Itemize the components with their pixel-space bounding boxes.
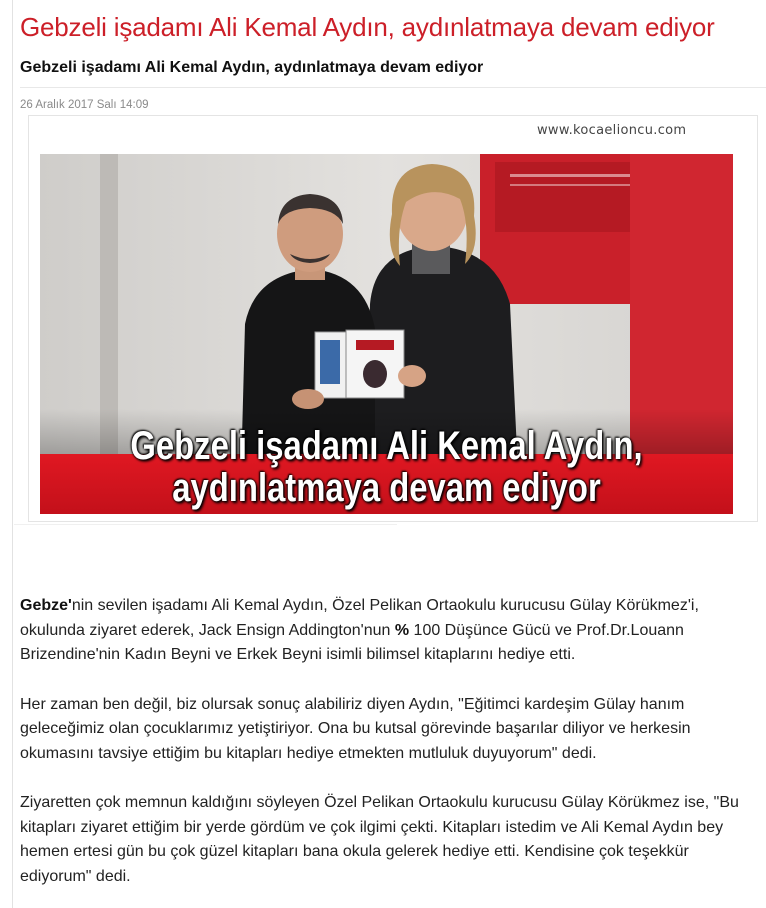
article-subheadline: Gebzeli işadamı Ali Kemal Aydın, aydınlatmaya devam ediyor (20, 59, 484, 76)
ad-placeholder (14, 524, 397, 582)
photo-caption-line-2: aydınlatmaya devam ediyor (172, 466, 601, 510)
publish-date: 26 Aralık 2017 Salı 14:09 (20, 99, 149, 111)
paragraph-1 (20, 594, 760, 668)
paragraph-3: Ziyaretten çok memnun kaldığını söyleyen Özel Pelikan Ortaokulu kurucusu Gülay Körükmez ise, "Bu kitapları ziyaret ettiğim bir yerde gördüm ve çok ilgimi çekti. Kitapları istedim ve Ali Kemal Aydın bey hemen ertesi gün bu çok güzel kitapları bana okula gelerek hediye etti. Kendisine çok teşekkür ediyorum" dedi. (20, 794, 739, 885)
percent-bold: % (394, 621, 410, 639)
location-bold: Gebze' (20, 597, 72, 614)
paragraph-2: Her zaman ben değil, biz olursak sonuç alabiliriz diyen Aydın, "Eğitimci kardeşim Gülay hanım geleceğimiz olan çocuklarımız yetiştiriyor. Ona bu kutsal görevinde başarılar diliyor ve herkesin okumasını tavsiye ettiğim bu kitapları hediye etmekten mutluluk duyuyorum" dedi. (20, 695, 691, 762)
article-body (20, 594, 760, 908)
site-watermark: www.kocaelioncu.com (537, 123, 687, 138)
paragraph-1-text-b: 100 Düşünce Gücü ve Prof.Dr.Louann Brizendine'nin Kadın Beyni ve Erkek Beyni isimli bilimsel kitaplarını hediye etti. (20, 621, 684, 663)
article-photo[interactable] (40, 154, 733, 514)
divider (20, 87, 766, 88)
paragraph-1-text-a: nin sevilen işadamı Ali Kemal Aydın, Özel Pelikan Ortaokulu kurucusu Gülay Körükmez'i, okulunda ziyaret ederek, Jack Ensign Addington'nun (20, 597, 699, 639)
photo-caption-line-1: Gebzeli işadamı Ali Kemal Aydın, (130, 424, 643, 468)
article-headline: Gebzeli işadamı Ali Kemal Aydın, aydınlatmaya devam ediyor (20, 12, 715, 42)
